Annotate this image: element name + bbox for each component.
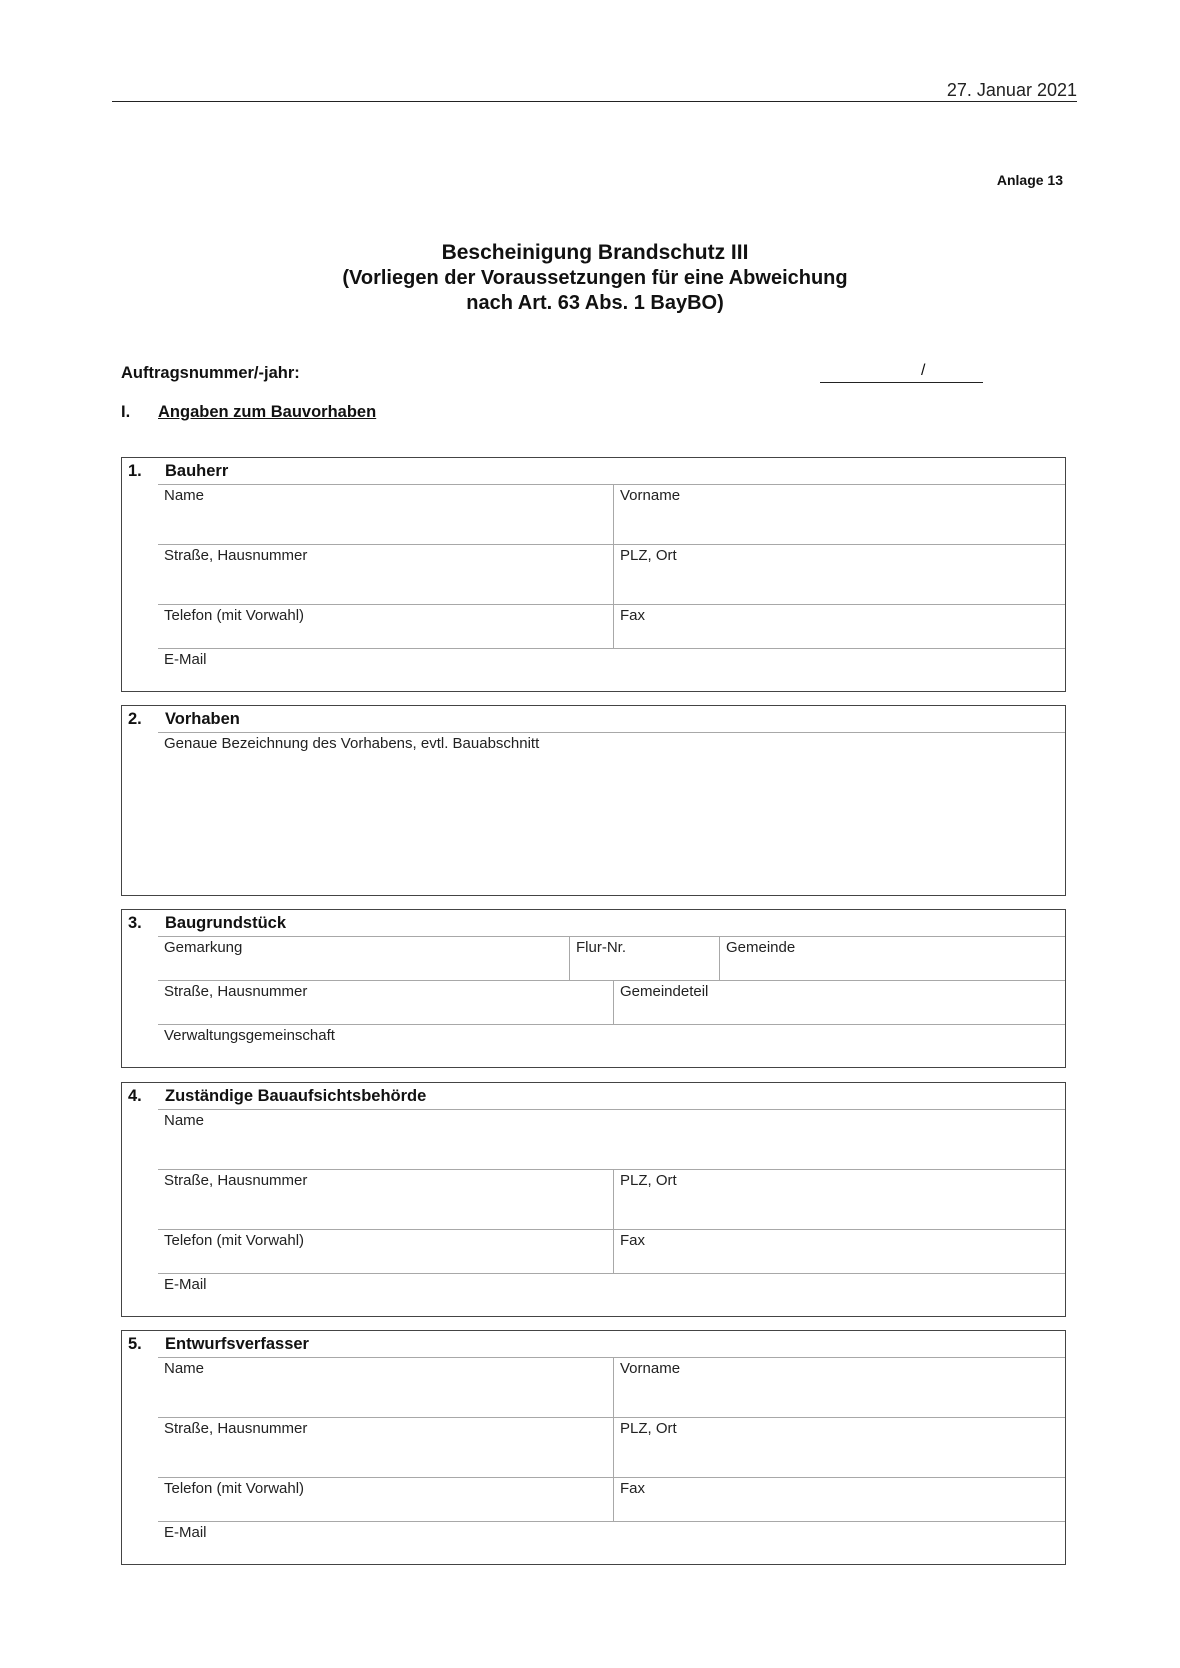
- box-bauherr: [121, 457, 1066, 692]
- field-email[interactable]: E-Mail: [164, 1276, 207, 1293]
- field-rows: [158, 936, 1065, 1067]
- field-fax[interactable]: Fax: [613, 1230, 1065, 1273]
- box-baugrundstueck: [121, 909, 1066, 1068]
- title-line-3: nach Art. 63 Abs. 1 BayBO): [466, 292, 724, 314]
- field-email[interactable]: E-Mail: [164, 1524, 207, 1541]
- field-gemarkung[interactable]: Gemarkung: [164, 939, 243, 956]
- box-title: Bauherr: [165, 462, 229, 480]
- field-fax[interactable]: Fax: [613, 605, 1065, 648]
- box-number: 5.: [128, 1335, 142, 1353]
- form-row: [158, 1521, 1065, 1563]
- field-plz-ort[interactable]: PLZ, Ort: [613, 1418, 1065, 1477]
- box-number: 2.: [128, 710, 142, 728]
- field-verwaltungsgemeinschaft[interactable]: Verwaltungsgemeinschaft: [164, 1027, 335, 1044]
- box-number: 1.: [128, 462, 142, 480]
- form-row: [158, 1273, 1065, 1315]
- form-row: [158, 1024, 1065, 1066]
- header-rule: [112, 101, 1077, 102]
- box-bauaufsichtsbehoerde: [121, 1082, 1066, 1317]
- section-heading: [121, 403, 376, 422]
- form-row: [158, 936, 1065, 980]
- field-email[interactable]: E-Mail: [164, 651, 207, 668]
- box-header: [122, 910, 1065, 936]
- box-header: [122, 1083, 1065, 1109]
- field-rows: [158, 1357, 1065, 1564]
- field-rows: [158, 732, 1065, 895]
- form-row: [158, 1357, 1065, 1417]
- title-line-2: (Vorliegen der Voraussetzungen für eine Abweichung: [342, 267, 848, 289]
- field-bezeichnung[interactable]: Genaue Bezeichnung des Vorhabens, evtl. Bauabschnitt: [164, 735, 540, 752]
- field-vorname[interactable]: Vorname: [613, 485, 1065, 544]
- field-gemeindeteil[interactable]: Gemeindeteil: [613, 981, 1065, 1024]
- form-row: [158, 732, 1065, 894]
- form-row: [158, 1229, 1065, 1273]
- field-fax[interactable]: Fax: [613, 1478, 1065, 1521]
- order-number-label: Auftragsnummer/-jahr:: [121, 364, 300, 382]
- title-line-1: Bescheinigung Brandschutz III: [441, 241, 749, 264]
- box-header: [122, 458, 1065, 484]
- box-entwurfsverfasser: [121, 1330, 1066, 1565]
- annex-label: Anlage 13: [996, 172, 1063, 188]
- form-row: [158, 980, 1065, 1024]
- order-number-separator: /: [921, 362, 926, 379]
- field-telefon[interactable]: Telefon (mit Vorwahl): [164, 1232, 305, 1249]
- field-vorname[interactable]: Vorname: [613, 1358, 1065, 1417]
- box-header: [122, 1331, 1065, 1357]
- box-title: Entwurfsverfasser: [165, 1335, 309, 1353]
- form-row: [158, 1477, 1065, 1521]
- field-strasse[interactable]: Straße, Hausnummer: [164, 983, 308, 1000]
- field-telefon[interactable]: Telefon (mit Vorwahl): [164, 1480, 305, 1497]
- field-strasse[interactable]: Straße, Hausnummer: [164, 1172, 308, 1189]
- box-number: 4.: [128, 1087, 142, 1105]
- box-title: Zuständige Bauaufsichtsbehörde: [165, 1087, 427, 1105]
- field-rows: [158, 484, 1065, 691]
- document-date: 27. Januar 2021: [946, 80, 1077, 100]
- form-row: [158, 484, 1065, 544]
- form-row: [158, 1109, 1065, 1169]
- field-name[interactable]: Name: [164, 487, 205, 504]
- document-title: [0, 240, 1180, 316]
- box-title: Baugrundstück: [165, 914, 287, 932]
- section-title: Angaben zum Bauvorhaben: [158, 403, 377, 421]
- field-strasse[interactable]: Straße, Hausnummer: [164, 547, 308, 564]
- form-row: [158, 604, 1065, 648]
- form-row: [158, 544, 1065, 604]
- field-name[interactable]: Name: [164, 1360, 205, 1377]
- field-plz-ort[interactable]: PLZ, Ort: [613, 545, 1065, 604]
- form-row: [158, 1417, 1065, 1477]
- form-row: [158, 1169, 1065, 1229]
- field-plz-ort[interactable]: PLZ, Ort: [613, 1170, 1065, 1229]
- field-flur-nr[interactable]: Flur-Nr.: [569, 937, 719, 980]
- box-title: Vorhaben: [165, 710, 240, 728]
- box-vorhaben: [121, 705, 1066, 896]
- field-telefon[interactable]: Telefon (mit Vorwahl): [164, 607, 305, 624]
- section-number: I.: [121, 403, 131, 421]
- field-strasse[interactable]: Straße, Hausnummer: [164, 1420, 308, 1437]
- field-gemeinde[interactable]: Gemeinde: [719, 937, 1065, 980]
- box-number: 3.: [128, 914, 142, 932]
- box-header: [122, 706, 1065, 732]
- field-name[interactable]: Name: [164, 1112, 205, 1129]
- form-row: [158, 648, 1065, 690]
- order-number-field[interactable]: [820, 362, 983, 383]
- field-rows: [158, 1109, 1065, 1316]
